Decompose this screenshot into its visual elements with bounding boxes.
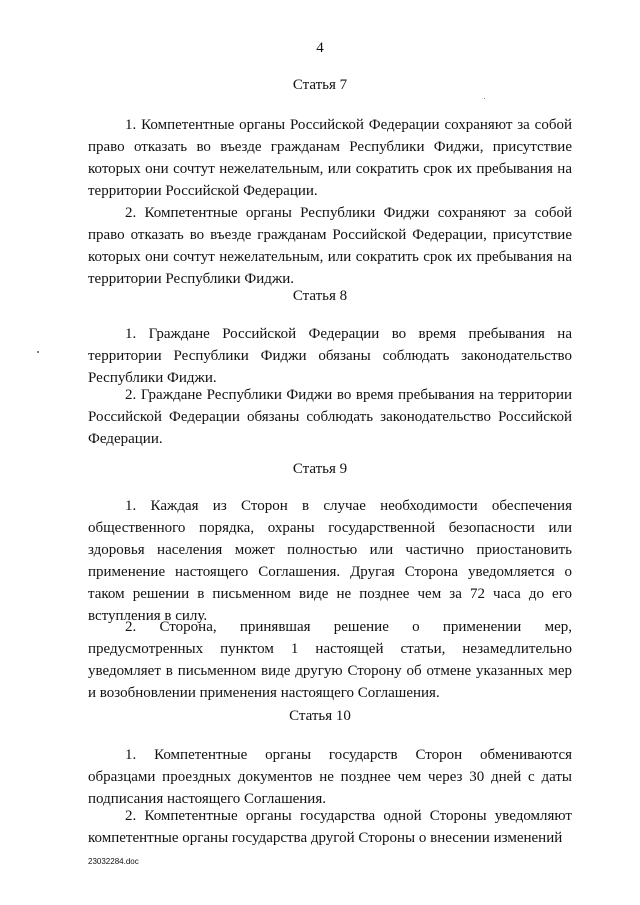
- article-9-paragraph-1: 1. Каждая из Сторон в случае необходимости обеспечения общественного порядка, охраны государственной безопасности или здоровья населения может полностью или частично приостановить применение настоящего Соглашения. Другая Сторона уведомляется о таком решении в письменном виде не позднее чем за 72 часа до его вступления в силу.: [88, 498, 572, 624]
- article-9-heading: Статья 9: [292, 461, 348, 477]
- article-7-paragraph-2: 2. Компетентные органы Республики Фиджи сохраняют за собой право отказать во въезде гражданам Российской Федерации, присутствие которых они сочтут нежелательным, или сократить срок их пребывания на территории Республики Фиджи.: [88, 205, 572, 287]
- scan-speck: [37, 351, 39, 353]
- article-8-heading: Статья 8: [292, 288, 348, 304]
- article-8-paragraph-2: 2. Граждане Республики Фиджи во время пребывания на территории Российской Федерации обязаны соблюдать законодательство Российской Федерации.: [88, 387, 572, 447]
- article-10-paragraph-2: 2. Компетентные органы государства одной Стороны уведомляют компетентные органы государства другой Стороны о внесении изменений: [88, 808, 572, 846]
- article-9-paragraph-2: 2. Сторона, принявшая решение о применении мер, предусмотренных пунктом 1 настоящей статьи, незамедлительно уведомляет в письменном виде другую Сторону об отмене указанных мер и возобновлении применения настоящего Соглашения.: [88, 619, 572, 701]
- article-7-paragraph-1: 1. Компетентные органы Российской Федерации сохраняют за собой право отказать во въезде гражданам Республики Фиджи, присутствие которых они сочтут нежелательным, или сократить срок их пребывания на территории Российской Федерации.: [88, 117, 572, 199]
- page-number: 4: [316, 40, 324, 56]
- footer-doc-id: 23032284.doc: [88, 857, 139, 866]
- article-10-heading: Статья 10: [289, 708, 351, 724]
- article-8-paragraph-1: 1. Граждане Российской Федерации во время пребывания на территории Республики Фиджи обязаны соблюдать законодательство Республики Фиджи.: [88, 326, 572, 386]
- article-10-paragraph-1: 1. Компетентные органы государств Сторон обмениваются образцами проездных документов не позднее чем через 30 дней с даты подписания настоящего Соглашения.: [88, 747, 572, 807]
- scan-speck: [484, 98, 485, 99]
- article-7-heading: Статья 7: [292, 77, 348, 93]
